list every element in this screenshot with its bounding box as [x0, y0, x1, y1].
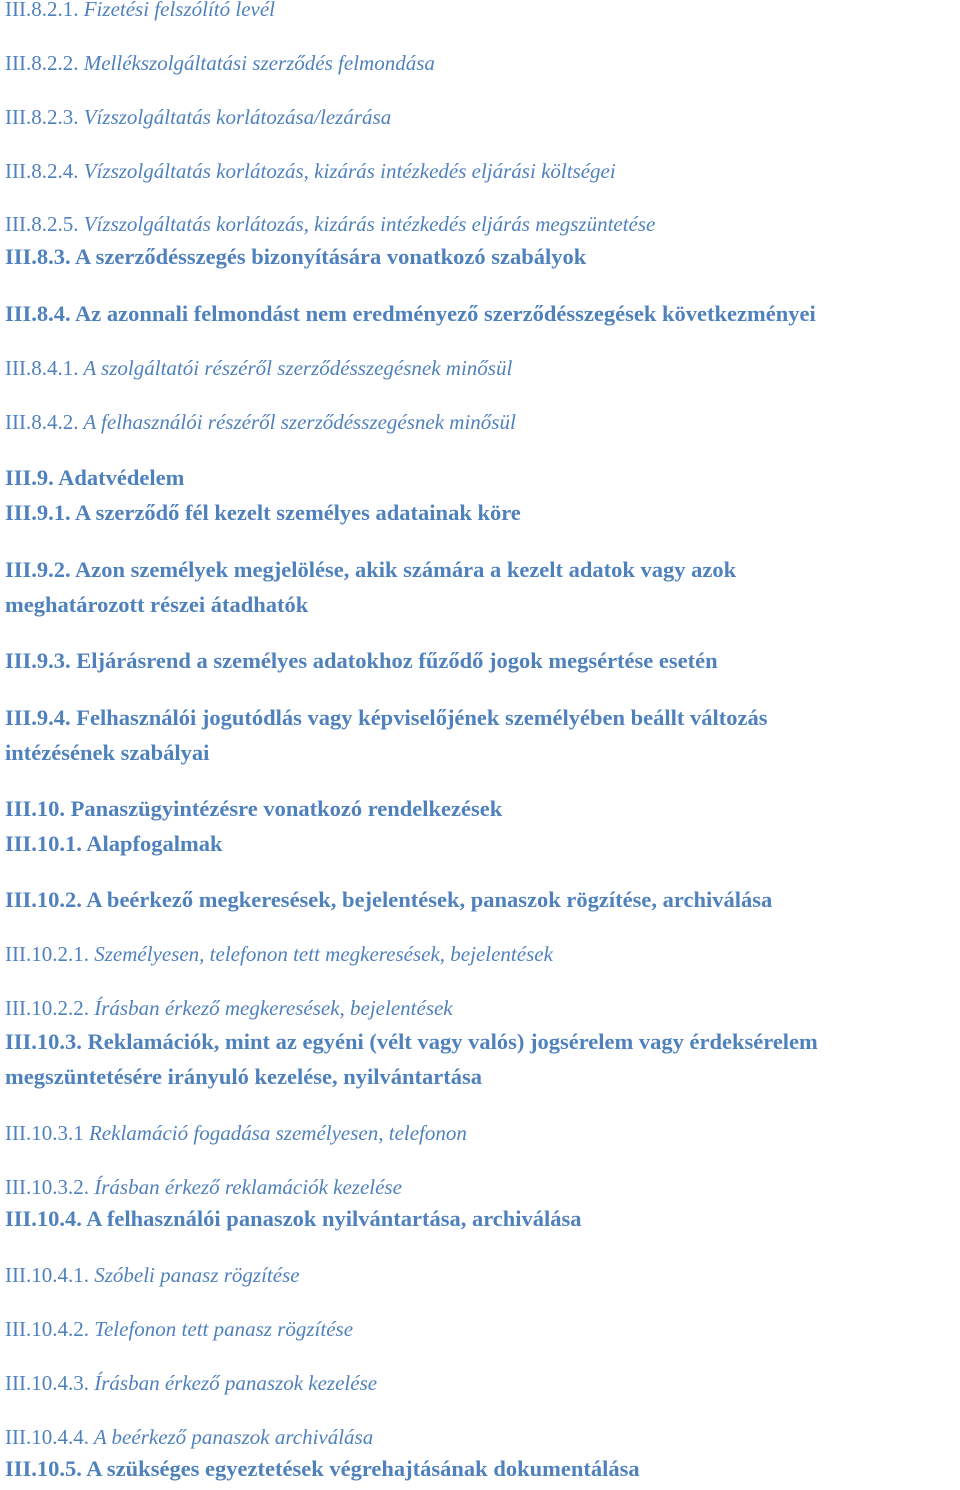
toc-entry-number: III.10.4.2.: [5, 1317, 89, 1341]
toc-entry-title: Írásban érkező reklamációk kezelése: [94, 1175, 402, 1199]
toc-entry-number: III.10.4.3.: [5, 1371, 89, 1395]
toc-entry[interactable]: [5, 301, 816, 327]
toc-entry-continuation: [5, 740, 209, 766]
toc-entry-title: A szerződésszegés bizonyítására vonatkozó szabályok: [75, 244, 587, 269]
toc-entry-number: III.10.2.: [5, 887, 82, 912]
toc-entry[interactable]: [5, 244, 586, 270]
toc-entry-title: Vízszolgáltatás korlátozás, kizárás intézkedés eljárás megszüntetése: [83, 212, 656, 236]
toc-entry-title-line2: megszüntetésére irányuló kezelése, nyilvántartása: [5, 1064, 482, 1089]
toc-entry-number: III.8.2.3.: [5, 105, 79, 129]
toc-entry-number: III.8.2.1.: [5, 0, 79, 21]
toc-entry-number: III.10.5.: [5, 1456, 82, 1481]
toc-entry-title-line2: intézésének szabályai: [5, 740, 210, 765]
toc-entry-continuation: [5, 1064, 482, 1090]
toc-entry-title: Vízszolgáltatás korlátozás, kizárás intézkedés eljárási költségei: [83, 159, 616, 183]
toc-entry-title: Panaszügyintézésre vonatkozó rendelkezések: [70, 796, 503, 821]
toc-entry[interactable]: [5, 1456, 640, 1482]
toc-entry-number: III.9.: [5, 465, 54, 490]
toc-entry-title: Írásban érkező megkeresések, bejelentések: [94, 996, 453, 1020]
toc-entry-number: III.8.4.: [5, 301, 71, 326]
toc-entry[interactable]: [5, 1121, 467, 1146]
toc-entry-number: III.10.3.: [5, 1029, 82, 1054]
toc-entry[interactable]: [5, 212, 655, 237]
toc-entry-title: A szerződő fél kezelt személyes adatainak köre: [75, 500, 521, 525]
toc-entry-continuation: [5, 592, 308, 618]
toc-entry-number: III.9.4.: [5, 705, 71, 730]
toc-entry[interactable]: [5, 648, 718, 674]
toc-entry[interactable]: [5, 942, 553, 967]
toc-entry[interactable]: [5, 1029, 818, 1055]
toc-entry-number: III.10.2.2.: [5, 996, 89, 1020]
toc-entry[interactable]: [5, 159, 616, 184]
toc-entry-number: III.9.2.: [5, 557, 71, 582]
toc-entry-title: A felhasználói panaszok nyilvántartása, archiválása: [86, 1206, 582, 1231]
toc-entry[interactable]: [5, 105, 391, 130]
toc-entry[interactable]: [5, 1371, 377, 1396]
toc-entry[interactable]: [5, 1317, 353, 1342]
toc-entry-title: Reklamáció fogadása személyesen, telefonon: [88, 1121, 467, 1145]
toc-entry-number: III.10.2.1.: [5, 942, 89, 966]
toc-entry-number: III.8.4.2.: [5, 410, 79, 434]
toc-entry-title: Vízszolgáltatás korlátozása/lezárása: [83, 105, 392, 129]
toc-entry-title: Adatvédelem: [58, 465, 185, 490]
toc-entry[interactable]: [5, 705, 768, 731]
toc-entry-number: III.8.3.: [5, 244, 71, 269]
toc-entry-number: III.10.4.4.: [5, 1425, 89, 1449]
toc-entry-title: Fizetési felszólító levél: [83, 0, 276, 21]
toc-entry[interactable]: [5, 0, 275, 22]
toc-entry-title: A beérkező panaszok archiválása: [93, 1425, 374, 1449]
toc-entry[interactable]: [5, 51, 435, 76]
toc-entry-number: III.9.1.: [5, 500, 71, 525]
toc-entry-title: A szolgáltatói részéről szerződésszegésnek minősül: [83, 356, 513, 380]
toc-entry-title: Reklamációk, mint az egyéni (vélt vagy valós) jogsérelem vagy érdeksérelem: [87, 1029, 818, 1054]
toc-entry-number: III.8.2.5.: [5, 212, 79, 236]
toc-entry[interactable]: [5, 831, 223, 857]
toc-entry-number: III.9.3.: [5, 648, 71, 673]
toc-entry[interactable]: [5, 500, 521, 526]
toc-entry[interactable]: [5, 410, 516, 435]
toc-entry-title-line2: meghatározott részei átadhatók: [5, 592, 309, 617]
toc-entry[interactable]: [5, 465, 184, 491]
toc-entry-number: III.8.2.2.: [5, 51, 79, 75]
toc-entry-title: A felhasználói részéről szerződésszegésnek minősül: [83, 410, 516, 434]
toc-entry-title: Alapfogalmak: [86, 831, 223, 856]
toc-entry-title: Telefonon tett panasz rögzítése: [94, 1317, 354, 1341]
toc-entry-number: III.10.4.1.: [5, 1263, 89, 1287]
toc-entry-number: III.8.2.4.: [5, 159, 79, 183]
toc-entry-number: III.10.4.: [5, 1206, 82, 1231]
toc-entry-title: Eljárásrend a személyes adatokhoz fűződő jogok megsértése esetén: [76, 648, 718, 673]
toc-entry[interactable]: [5, 796, 502, 822]
toc-entry[interactable]: [5, 996, 453, 1021]
toc-entry-title: A szükséges egyeztetések végrehajtásának dokumentálása: [86, 1456, 640, 1481]
toc-entry[interactable]: [5, 887, 772, 913]
toc-entry[interactable]: [5, 1175, 402, 1200]
toc-entry-number: III.10.: [5, 796, 66, 821]
toc-entry-title: Személyesen, telefonon tett megkeresések, bejelentések: [94, 942, 553, 966]
toc-entry-number: III.10.3.1: [5, 1121, 84, 1145]
toc-entry-title: Felhasználói jogutódlás vagy képviselőjének személyében beállt változás: [76, 705, 768, 730]
toc-entry-number: III.8.4.1.: [5, 356, 79, 380]
toc-entry-title: Mellékszolgáltatási szerződés felmondása: [83, 51, 435, 75]
toc-entry-title: A beérkező megkeresések, bejelentések, panaszok rögzítése, archiválása: [86, 887, 773, 912]
toc-entry-title: Azon személyek megjelölése, akik számára a kezelt adatok vagy azok: [75, 557, 737, 582]
toc-entry-title: Szóbeli panasz rögzítése: [94, 1263, 300, 1287]
toc-entry-title: Az azonnali felmondást nem eredményező szerződésszegések következményei: [75, 301, 816, 326]
toc-entry[interactable]: [5, 1263, 300, 1288]
toc-entry[interactable]: [5, 356, 512, 381]
toc-entry-number: III.10.3.2.: [5, 1175, 89, 1199]
toc-entry[interactable]: [5, 1425, 373, 1450]
toc-entry[interactable]: [5, 1206, 582, 1232]
toc-entry-number: III.10.1.: [5, 831, 82, 856]
toc-entry[interactable]: [5, 557, 736, 583]
toc-entry-title: Írásban érkező panaszok kezelése: [94, 1371, 378, 1395]
